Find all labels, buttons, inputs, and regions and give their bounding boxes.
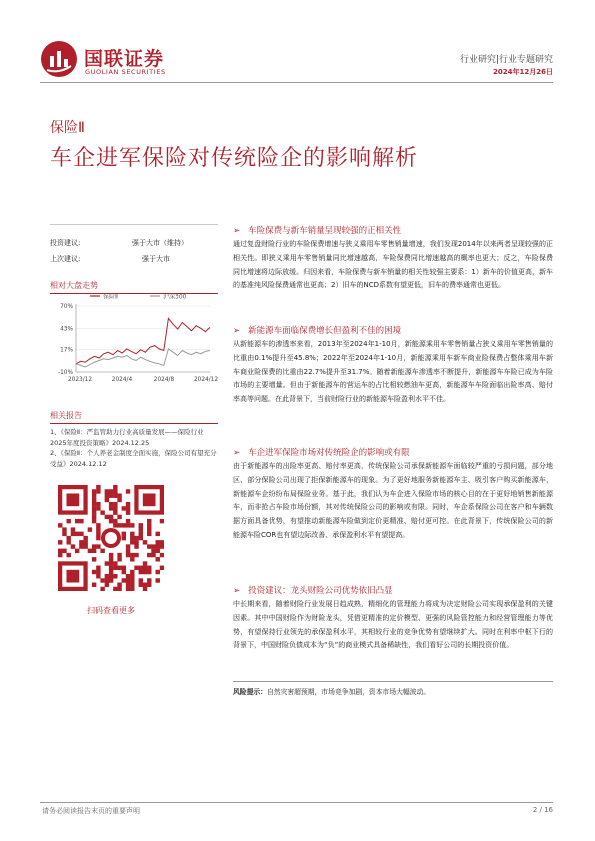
report-title: 车企进军保险对传统险企的影响解析 (50, 146, 419, 171)
series-line (76, 318, 210, 363)
footer-disclaimer[interactable]: 请务必阅读报告末页的重要声明 (42, 807, 140, 815)
risk-rule (233, 681, 553, 682)
arrow-bullet-icon: ➢ (233, 226, 241, 236)
report-date: 2024年12月26日 (493, 68, 553, 76)
series-line (76, 349, 210, 367)
guolian-logo-icon (40, 40, 78, 78)
legend-label: 保险Ⅱ (103, 293, 118, 301)
risk-warning (233, 686, 430, 696)
section-1-body: 通过复盘财险行业的车险保费增速与狭义乘用车零售销量增速，我们发现2014年以来两者呈现较强的正相关性。即狭义乘用车零售销量同比增速越高，车险保费同比增速越高的概率也更大；反之，车险保费同比增速将边际放缓。归因来看，车险保费与新车销量的相关性较强主要系：1）新车的价值更高，新车的基准纯风险保费通常也更高；2）旧车的NCD系数有望更低，旧车的费率通常也更低。 (233, 240, 553, 290)
rating-invest-label: 投资建议: (50, 239, 81, 247)
y-tick-label: 17% (60, 347, 73, 354)
section-2-body: 从新能源车的渗透率来看，2013年至2024年1-10月，新能源乘用车零售销量占狭义乘用车零售销量的比重由0.1%提升至45.8%；2022年至2024年1-10月，新能源乘用车新车商业险保费占整体乘用车新车商业险保费的比重由22.7%提升至31.7%。随着新能源车渗透率不断提升，新能源车车险已成为车险市场的主要增量。但由于新能源车的营运车的占比相较燃油车更高，新能源车车险面临出险率高、赔付率高等问题。在此背景下，当前财险行业的新能源车险盈利水平不佳。 (233, 340, 553, 404)
y-tick-label: 43% (60, 326, 73, 333)
related-heading: 相关报告 (50, 411, 82, 420)
header-divider (40, 82, 553, 83)
y-tick-label: -10% (58, 370, 73, 376)
brand-name-en: GUOLIAN SECURITIES (85, 68, 166, 76)
related-reports-list (50, 427, 218, 469)
arrow-bullet-icon: ➢ (233, 586, 241, 596)
qr-caption: 扫码查看更多 (87, 606, 135, 615)
report-category: 行业研究|行业专题研究 (459, 55, 553, 65)
section-4-title: ➢ 投资建议：龙头财险公司优势依旧凸显 (233, 586, 393, 596)
section-1-title: ➢ 车险保费与新车销量呈现较强的正相关性 (233, 226, 402, 236)
arrow-bullet-icon: ➢ (233, 326, 241, 336)
relative-performance-chart (50, 288, 218, 388)
section-4-body: 中长期来看，随着财险行业发展日趋成熟，精细化的管理能力将成为决定财险公司实现承保盈利的关键因素。其中中国财险作为财险龙头，凭借更精准的定价模型、更强的风险管控能力和经营管理能力等优势，有望保持行业领先的承保盈利水平，其相较行业的竞争优势有望继续扩大。同时在利率中枢下行的背景下，中国财险负债成本为“负”的商业模式具备稀缺性，我们看好公司的长期投资价值。 (233, 600, 553, 650)
x-tick-label: 2024/8 (153, 377, 175, 383)
x-tick-label: 2023/12 (67, 377, 93, 383)
risk-text: 自然灾害超预期，市场竞争加剧，资本市场大幅波动。 (266, 688, 431, 696)
sidebar-top-rule (50, 224, 218, 225)
related-report-item[interactable]: 1、《保险Ⅱ：严监管助力行业高质量发展——保险行业2025年度投资策略》2024.12.25 (50, 428, 204, 447)
section-3-title: ➢ 车企进军保险市场对传统险企的影响或有限 (233, 448, 410, 458)
chart-heading: 相对大盘走势 (50, 281, 98, 290)
brand-logo (40, 40, 200, 80)
risk-label: 风险提示： (233, 688, 267, 696)
section-2-title: ➢ 新能源车面临保费增长但盈利不佳的困境 (233, 326, 402, 336)
related-heading-rule (50, 423, 218, 424)
y-tick-label: 70% (60, 304, 73, 310)
brand-name-cn: 国联证券 (84, 48, 165, 70)
rating-prev-label: 上次建议: (50, 255, 81, 263)
rating-prev-value: 强于大市 (142, 255, 170, 263)
related-report-item[interactable]: 2、《保险Ⅱ：个人养老金制度全面实施，保险公司有望充分受益》2024.12.12 (50, 449, 217, 468)
rating-invest-value: 强于大市（维持） (132, 239, 188, 247)
industry-label: 保险Ⅱ (50, 120, 85, 136)
arrow-bullet-icon: ➢ (233, 448, 241, 458)
x-tick-label: 2024/4 (111, 377, 133, 383)
qr-code-icon[interactable] (58, 485, 164, 591)
section-3-body: 由于新能源车的出险率更高、赔付率更高，传统保险公司承保新能源车面临较严重的亏损问题，部分地区、部分保险公司出现了拒保新能源车的现象。为了更好地服务新能源车主、吸引客户购买新能源车，新能源车企纷纷布局保险业务。基于此，我们认为车企进入保险市场的核心目的在于更好地销售新能源车，而非抢占车险市场份额，其对传统保险公司的影响或有限。同时，车企系保险公司在客户和车辆数据方面具备优势，有望推动新能源车险做到定价更精准、赔付更可控。在此背景下，传统保险公司的新能源车险COR也有望边际改善、承保盈利水平有望提高。 (233, 462, 553, 539)
page-number: 2 / 16 (532, 806, 553, 814)
footer-divider (40, 802, 553, 803)
x-tick-label: 2024/12 (193, 377, 218, 383)
legend-label: 沪深300 (163, 293, 187, 301)
